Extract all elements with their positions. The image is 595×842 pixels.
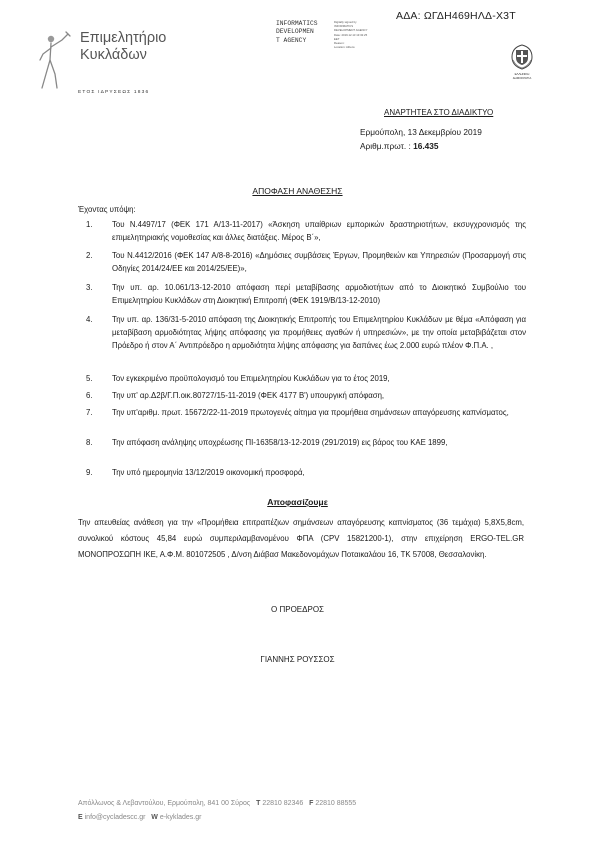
item-text: Την υπ. αρ. 136/31-5-2010 απόφαση της Διοικητικής Επιτροπής του Επιμελητηρίου Κυκλάδων με θέμα «Απόφαση για μεταβίβαση αρμοδιότητας λήψης απόφασης για προμήθειες αγαθών ή υπηρεσιών», με την οποία μεταβιβάζεται στον Πρόεδρο ή στον Α΄ Αντιπρόεδρο η αρμοδιότητα λήψης απόφασης για δαπάνες έως 2.000 ευρώ πλέον Φ.Π.Α. , [112, 315, 526, 351]
consideration-item [86, 218, 526, 244]
item-number: 7. [86, 408, 93, 417]
emblem-label-line2: ΔΗΜΟΚΡΑΤΙΑ [512, 76, 532, 80]
consideration-item [86, 372, 526, 385]
item-text: Την υπ'αριθμ. πρωτ. 15672/22-11-2019 πρωτογενές αίτημα για προμήθεια σημάνσεων απαγόρευσης καπνίσματος, [112, 408, 509, 417]
publish-online-notice: ΑΝΑΡΤΗΤΕΑ ΣΤΟ ΔΙΑΔΙΚΤΥΟ [384, 108, 494, 117]
signature-stamp-label [276, 20, 318, 45]
decision-heading: Αποφασίζουμε [267, 497, 328, 507]
consideration-item [86, 313, 526, 353]
signer-name: ΓΙΑΝΝΗΣ ΡΟΥΣΣΟΣ [260, 655, 335, 664]
footer-email[interactable]: info@cycladescc.gr [84, 814, 146, 821]
consideration-item [86, 281, 526, 307]
item-number: 1. [86, 220, 93, 229]
consideration-item [86, 249, 526, 275]
item-text: Την υπό ημερομηνία 13/12/2019 οικονομική προσφορά, [112, 468, 305, 477]
signature-detail-6: Reason: [334, 41, 345, 46]
web-icon: W [151, 814, 158, 821]
consideration-item [86, 406, 526, 419]
signature-line2: DEVELOPMEN [276, 28, 314, 36]
greek-emblem-icon [509, 44, 535, 70]
telephone-icon: T [256, 800, 261, 807]
item-number: 2. [86, 251, 93, 260]
signature-detail-3: DEVELOPMENT AGENCY [334, 28, 368, 33]
chamber-name-line2: Κυκλάδων [80, 47, 147, 63]
emblem-label [504, 72, 540, 80]
email-icon: E [78, 814, 83, 821]
signature-detail-2: INFORMATICS [334, 24, 354, 29]
chamber-name [80, 30, 166, 64]
footer-contact-line [78, 800, 356, 807]
item-text: Την υπ. αρ. 10.061/13-12-2010 απόφαση περί μεταβίβασης αρμοδιοτήτων από το Διοικητικό Συμβούλιο του Επιμελητηρίου Κυκλάδων στη Διοικητική Επιτροπή (ΦΕΚ 1919/Β/13-12-2010) [112, 283, 526, 306]
signature-line3: T AGENCY [276, 36, 307, 44]
document-title: ΑΠΟΦΑΣΗ ΑΝΑΘΕΣΗΣ [252, 186, 343, 196]
item-number: 3. [86, 283, 93, 292]
consideration-item [86, 466, 526, 479]
signature-line1: INFORMATICS [276, 20, 318, 27]
signature-detail-5: EET [334, 36, 340, 41]
item-text: Την υπ' αρ.Δ2β/Γ.Π.οικ.80727/15-11-2019 (ΦΕΚ 4177 Β') υπουργική απόφαση, [112, 391, 385, 400]
considerations-intro: Έχοντας υπόψη: [78, 205, 136, 214]
item-text: Του Ν.4412/2016 (ΦΕΚ 147 Α/8-8-2016) «Δημόσιες συμβάσεις Έργων, Προμηθειών και Υπηρεσιών (Προσαρμογή στις Οδηγίες 2014/24/ΕΕ και 2014/25/ΕΕ)», [112, 251, 526, 274]
emblem-label-line1: ΕΛΛΗΝΙΚΗ [514, 72, 530, 76]
footer-website[interactable]: e-kyklades.gr [159, 814, 202, 821]
consideration-item [86, 436, 526, 449]
signature-stamp-details [334, 20, 368, 49]
signature-detail-4: Date: 2019.12.13 13:32:25 [334, 32, 368, 37]
footer-online-line [78, 814, 201, 821]
protocol-number-line [360, 141, 439, 151]
chamber-name-line1: Επιμελητήριο [80, 30, 167, 46]
item-number: 9. [86, 468, 93, 477]
item-text: Του Ν.4497/17 (ΦΕΚ 171 Α/13-11-2017) «Άσκηση υπαίθριων εμπορικών δραστηριοτήτων, εκσυγχρονισμός της επιμελητηριακής νομοθεσίας και άλλες διατάξεις. Μέρος Β΄», [112, 220, 526, 243]
signature-detail-7: Location: Athens [334, 45, 355, 50]
hermes-figure-logo-icon [36, 30, 74, 92]
item-number: 6. [86, 391, 93, 400]
item-text: Την απόφαση ανάληψης υποχρέωσης ΠΙ-16358/13-12-2019 (291/2019) εις βάρος του ΚΑΕ 1899, [112, 438, 448, 447]
item-number: 8. [86, 438, 93, 447]
president-title: Ο ΠΡΟΕΔΡΟΣ [271, 605, 324, 614]
protocol-number: 16.435 [413, 141, 439, 151]
consideration-item [86, 389, 526, 402]
protocol-label: Αριθμ.πρωτ. : [360, 141, 411, 151]
footer-fax: 22810 88555 [315, 800, 357, 807]
chamber-established: ΕΤΟΣ ΙΔΡΥΣΕΩΣ 1836 [78, 90, 150, 95]
item-number: 5. [86, 374, 93, 383]
footer-address: Απόλλωνος & Λεβαντούλου, Ερμούπολη, 841 00 Σύρος [78, 800, 251, 807]
item-number: 4. [86, 315, 93, 324]
footer-telephone: 22810 82346 [262, 800, 304, 807]
decision-body: Την απευθείας ανάθεση για την «Προμήθεια επιτραπέζιων σημάνσεων απαγόρευσης καπνίσματος (36 τεμάχια) 5,8Χ5,8cm, συνολικού κόστους 45,84 ευρώ συμπεριλαμβανομένου ΦΠΑ (CPV 15821200-1), στην επιχείρηση ERGO-TEL.GR ΜΟΝΟΠΡΟΣΩΠΗ ΙΚΕ, Α.Φ.Μ. 801072505 , Δ/νση Διάβασ Μακεδονομάχων Ποταικαλάου 16, ΤΚ 57008, Θεσσαλονίκη. [78, 518, 524, 560]
item-text: Τον εγκεκριμένο προϋπολογισμό του Επιμελητηρίου Κυκλάδων για το έτος 2019, [112, 374, 390, 383]
document-date: Ερμούπολη, 13 Δεκεμβρίου 2019 [360, 127, 482, 137]
fax-icon: F [309, 800, 314, 807]
ada-code: ΑΔΑ: ΩΓΔΗ469ΗΛΔ-Χ3Τ [396, 10, 516, 22]
signature-detail-1: Digitally signed by [334, 20, 357, 24]
